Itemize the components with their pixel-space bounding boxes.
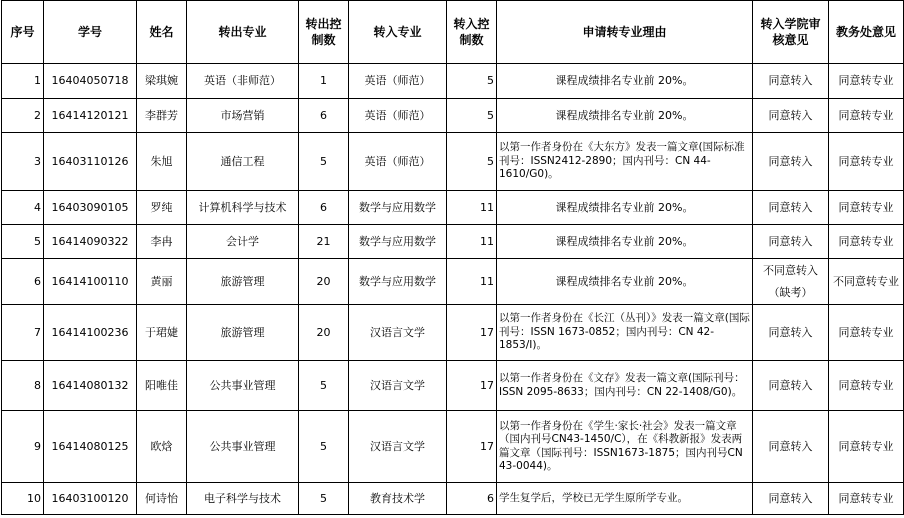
header-office-opinion: 教务处意见 (829, 1, 904, 64)
cell-reason: 课程成绩排名专业前 20%。 (497, 64, 753, 99)
cell-out-quota: 20 (299, 305, 349, 361)
header-name: 姓名 (137, 1, 187, 64)
header-reason: 申请转专业理由 (497, 1, 753, 64)
table-row (2, 64, 904, 99)
cell-in-quota: 5 (447, 133, 497, 191)
cell-out-quota: 5 (299, 411, 349, 483)
cell-seq: 5 (2, 225, 44, 259)
cell-out-quota: 20 (299, 259, 349, 305)
cell-reason: 以第一作者身份在《学生·家长·社会》发表一篇文章（国内刊号CN43-1450/C），在《科教新报》发表两篇文章（国际刊号：ISSN1673-1875；国内刊号CN 43-0044)。 (497, 411, 753, 483)
cell-college-opinion: 同意转入 (753, 191, 829, 225)
cell-reason: 课程成绩排名专业前 20%。 (497, 191, 753, 225)
cell-college-opinion: 同意转入 (753, 99, 829, 133)
cell-office-opinion: 同意转专业 (829, 133, 904, 191)
cell-out-quota: 5 (299, 361, 349, 411)
cell-in-quota: 17 (447, 305, 497, 361)
header-in-quota: 转入控制数 (447, 1, 497, 64)
cell-office-opinion: 不同意转专业 (829, 259, 904, 305)
cell-in-quota: 11 (447, 259, 497, 305)
cell-in-quota: 5 (447, 64, 497, 99)
cell-to-major: 教育技术学 (349, 483, 447, 515)
table-row (2, 411, 904, 483)
cell-seq: 9 (2, 411, 44, 483)
cell-to-major: 汉语言文学 (349, 361, 447, 411)
header-from-major: 转出专业 (187, 1, 299, 64)
cell-name: 朱旭 (137, 133, 187, 191)
cell-from-major: 旅游管理 (187, 305, 299, 361)
cell-student-id: 16414100236 (44, 305, 137, 361)
cell-reason: 以第一作者身份在《文存》发表一篇文章(国际刊号：ISSN 2095-8633；国内刊号：CN 22-1408/G0)。 (497, 361, 753, 411)
cell-student-id: 16404050718 (44, 64, 137, 99)
cell-seq: 10 (2, 483, 44, 515)
cell-name: 何诗怡 (137, 483, 187, 515)
cell-name: 黄丽 (137, 259, 187, 305)
cell-name: 阳唯佳 (137, 361, 187, 411)
cell-out-quota: 5 (299, 133, 349, 191)
cell-reason: 以第一作者身份在《大东方》发表一篇文章(国际标准刊号：ISSN2412-2890；国内刊号：CN 44-1610/G0)。 (497, 133, 753, 191)
cell-student-id: 16414120121 (44, 99, 137, 133)
cell-seq: 2 (2, 99, 44, 133)
table-row (2, 361, 904, 411)
cell-from-major: 公共事业管理 (187, 361, 299, 411)
cell-college-opinion: 同意转入 (753, 64, 829, 99)
header-out-quota: 转出控制数 (299, 1, 349, 64)
transfer-table (1, 0, 904, 515)
cell-name: 李群芳 (137, 99, 187, 133)
cell-to-major: 数学与应用数学 (349, 225, 447, 259)
cell-to-major: 数学与应用数学 (349, 259, 447, 305)
cell-in-quota: 17 (447, 361, 497, 411)
cell-college-opinion: 不同意转入（缺考） (753, 259, 829, 305)
cell-from-major: 通信工程 (187, 133, 299, 191)
cell-out-quota: 1 (299, 64, 349, 99)
cell-office-opinion: 同意转专业 (829, 411, 904, 483)
cell-reason: 学生复学后，学校已无学生原所学专业。 (497, 483, 753, 515)
table-row (2, 259, 904, 305)
cell-out-quota: 21 (299, 225, 349, 259)
cell-to-major: 英语（师范） (349, 99, 447, 133)
cell-out-quota: 5 (299, 483, 349, 515)
cell-to-major: 英语（师范） (349, 64, 447, 99)
cell-in-quota: 11 (447, 191, 497, 225)
cell-from-major: 电子科学与技术 (187, 483, 299, 515)
cell-office-opinion: 同意转专业 (829, 361, 904, 411)
cell-from-major: 市场营销 (187, 99, 299, 133)
cell-student-id: 16403100120 (44, 483, 137, 515)
cell-college-opinion: 同意转入 (753, 361, 829, 411)
cell-from-major: 计算机科学与技术 (187, 191, 299, 225)
cell-college-opinion: 同意转入 (753, 411, 829, 483)
cell-seq: 7 (2, 305, 44, 361)
cell-office-opinion: 同意转专业 (829, 483, 904, 515)
cell-reason: 课程成绩排名专业前 20%。 (497, 99, 753, 133)
table-row (2, 191, 904, 225)
cell-name: 罗纯 (137, 191, 187, 225)
cell-from-major: 会计学 (187, 225, 299, 259)
cell-seq: 4 (2, 191, 44, 225)
cell-name: 欧焓 (137, 411, 187, 483)
cell-name: 于珺婕 (137, 305, 187, 361)
cell-office-opinion: 同意转专业 (829, 305, 904, 361)
cell-student-id: 16414080125 (44, 411, 137, 483)
cell-to-major: 汉语言文学 (349, 305, 447, 361)
cell-out-quota: 6 (299, 99, 349, 133)
cell-seq: 3 (2, 133, 44, 191)
cell-college-opinion: 同意转入 (753, 133, 829, 191)
header-college-opinion: 转入学院审核意见 (753, 1, 829, 64)
header-row (2, 1, 904, 64)
cell-office-opinion: 同意转专业 (829, 191, 904, 225)
cell-office-opinion: 同意转专业 (829, 225, 904, 259)
cell-out-quota: 6 (299, 191, 349, 225)
cell-in-quota: 6 (447, 483, 497, 515)
cell-seq: 1 (2, 64, 44, 99)
cell-to-major: 数学与应用数学 (349, 191, 447, 225)
cell-student-id: 16403110126 (44, 133, 137, 191)
cell-college-opinion: 同意转入 (753, 483, 829, 515)
header-student-id: 学号 (44, 1, 137, 64)
cell-to-major: 汉语言文学 (349, 411, 447, 483)
cell-student-id: 16414090322 (44, 225, 137, 259)
cell-student-id: 16414100110 (44, 259, 137, 305)
table-row (2, 483, 904, 515)
cell-seq: 6 (2, 259, 44, 305)
cell-from-major: 旅游管理 (187, 259, 299, 305)
cell-reason: 课程成绩排名专业前 20%。 (497, 259, 753, 305)
table-row (2, 225, 904, 259)
cell-reason: 课程成绩排名专业前 20%。 (497, 225, 753, 259)
cell-office-opinion: 同意转专业 (829, 64, 904, 99)
cell-name: 李冉 (137, 225, 187, 259)
cell-from-major: 英语（非师范） (187, 64, 299, 99)
cell-reason: 以第一作者身份在《长江（丛刊）》发表一篇文章(国际刊号：ISSN 1673-0852；国内刊号：CN 42-1853/I)。 (497, 305, 753, 361)
cell-office-opinion: 同意转专业 (829, 99, 904, 133)
cell-in-quota: 5 (447, 99, 497, 133)
cell-in-quota: 11 (447, 225, 497, 259)
cell-to-major: 英语（师范） (349, 133, 447, 191)
table-row (2, 305, 904, 361)
cell-name: 梁琪婉 (137, 64, 187, 99)
cell-student-id: 16414080132 (44, 361, 137, 411)
cell-in-quota: 17 (447, 411, 497, 483)
cell-seq: 8 (2, 361, 44, 411)
header-seq: 序号 (2, 1, 44, 64)
cell-college-opinion: 同意转入 (753, 225, 829, 259)
table-row (2, 99, 904, 133)
cell-student-id: 16403090105 (44, 191, 137, 225)
header-to-major: 转入专业 (349, 1, 447, 64)
cell-from-major: 公共事业管理 (187, 411, 299, 483)
table-row (2, 133, 904, 191)
cell-college-opinion: 同意转入 (753, 305, 829, 361)
